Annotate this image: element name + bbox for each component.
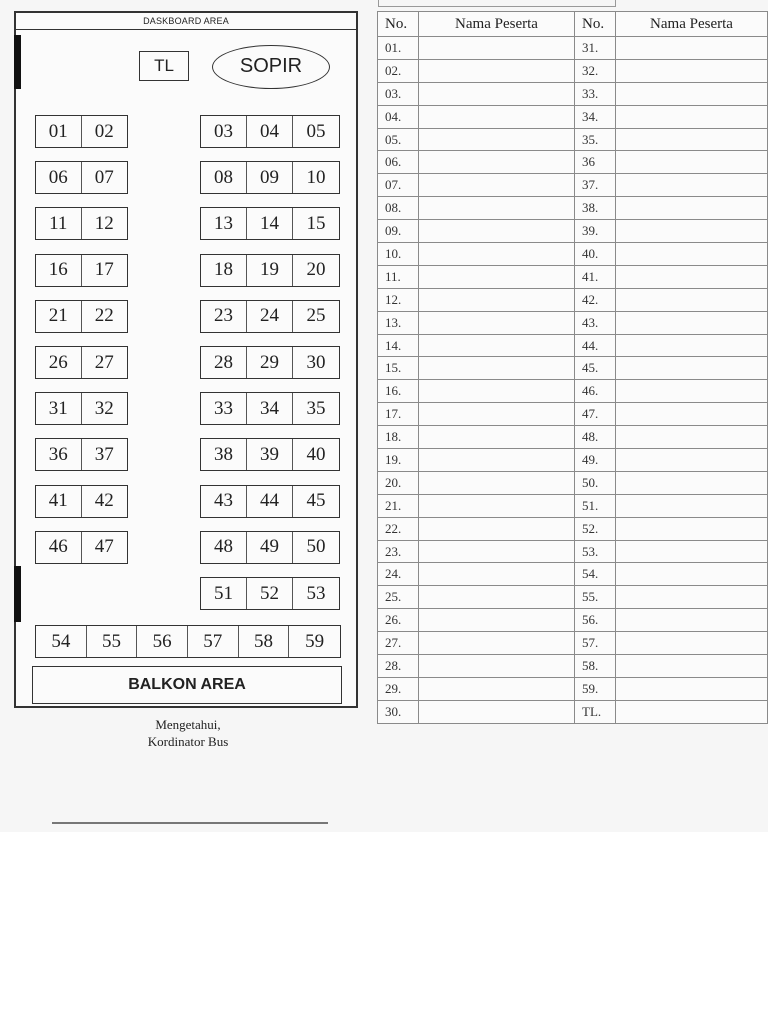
seat-11: 11 (36, 208, 82, 239)
table-row (378, 380, 768, 403)
row-no-right: 34. (575, 105, 616, 128)
seat-30: 30 (306, 351, 326, 373)
row-no-left: 10. (378, 243, 419, 266)
seat-52: 52 (247, 578, 293, 609)
row-no-right: 39. (575, 220, 616, 243)
front-door-marker (14, 35, 21, 89)
row-no-left: 15. (378, 357, 419, 380)
row-name-right[interactable] (616, 82, 768, 105)
row-no-right: 57. (575, 632, 616, 655)
seat-38: 38 (201, 439, 247, 470)
table-row (378, 197, 768, 220)
seat-group-left (35, 254, 128, 287)
table-row (378, 357, 768, 380)
seat-group-back-row (35, 625, 341, 658)
row-no-left: 13. (378, 311, 419, 334)
row-name-right[interactable] (616, 357, 768, 380)
row-no-left: 03. (378, 82, 419, 105)
row-no-right: 51. (575, 494, 616, 517)
seat-49: 49 (247, 532, 293, 563)
row-name-right[interactable] (616, 655, 768, 678)
header-no-right: No. (575, 12, 616, 37)
seat-53: 53 (306, 582, 326, 604)
row-name-left[interactable] (419, 426, 575, 449)
row-name-right[interactable] (616, 471, 768, 494)
signature-line-2: Kordinator Bus (147, 734, 229, 749)
table-row (378, 128, 768, 151)
seat-group-left (35, 161, 128, 194)
table-row (378, 105, 768, 128)
seat-19: 19 (247, 255, 293, 286)
seat-43: 43 (201, 486, 247, 517)
table-row (378, 494, 768, 517)
row-no-right: 44. (575, 334, 616, 357)
seat-22: 22 (94, 305, 114, 327)
seat-09: 09 (247, 162, 293, 193)
row-no-left: 12. (378, 288, 419, 311)
roster-body (378, 37, 768, 724)
seat-29: 29 (247, 347, 293, 378)
row-no-right: 55. (575, 586, 616, 609)
seat-50: 50 (306, 536, 326, 558)
row-no-right: 50. (575, 471, 616, 494)
seat-48: 48 (201, 532, 247, 563)
row-name-right[interactable] (616, 220, 768, 243)
table-row (378, 37, 768, 60)
bus-seat-plan (14, 11, 358, 708)
table-row (378, 517, 768, 540)
seat-27: 27 (94, 351, 114, 373)
seat-46: 46 (36, 532, 82, 563)
row-name-left[interactable] (419, 220, 575, 243)
seat-17: 17 (94, 259, 114, 281)
row-name-right[interactable] (616, 632, 768, 655)
row-no-left: 09. (378, 220, 419, 243)
row-no-right: 53. (575, 540, 616, 563)
seat-24: 24 (247, 301, 293, 332)
row-name-right[interactable] (616, 105, 768, 128)
seat-04: 04 (247, 116, 293, 147)
table-row (378, 540, 768, 563)
seat-group-right (200, 346, 340, 379)
seat-25: 25 (306, 305, 326, 327)
row-no-right: 33. (575, 82, 616, 105)
row-name-right[interactable] (616, 59, 768, 82)
seat-28: 28 (201, 347, 247, 378)
row-name-right[interactable] (616, 174, 768, 197)
tour-leader-seat: TL (139, 51, 189, 81)
row-name-left[interactable] (419, 151, 575, 174)
row-name-right[interactable] (616, 403, 768, 426)
row-name-right[interactable] (616, 380, 768, 403)
row-name-left[interactable] (419, 334, 575, 357)
seat-12: 12 (94, 212, 114, 234)
seat-36: 36 (36, 439, 82, 470)
seat-group-right (200, 577, 340, 610)
participant-roster-table (377, 11, 768, 724)
row-name-left[interactable] (419, 311, 575, 334)
row-no-left: 23. (378, 540, 419, 563)
table-row (378, 609, 768, 632)
table-row (378, 449, 768, 472)
seat-group-left (35, 438, 128, 471)
seat-group-left (35, 115, 128, 148)
seat-group-left (35, 300, 128, 333)
row-name-right[interactable] (616, 288, 768, 311)
table-row (378, 586, 768, 609)
seat-group-left (35, 392, 128, 425)
row-name-left[interactable] (419, 288, 575, 311)
seat-14: 14 (247, 208, 293, 239)
seat-16: 16 (36, 255, 82, 286)
seat-47: 47 (94, 536, 114, 558)
seat-10: 10 (306, 166, 326, 188)
row-name-left[interactable] (419, 128, 575, 151)
table-row (378, 59, 768, 82)
row-name-left[interactable] (419, 471, 575, 494)
seat-21: 21 (36, 301, 82, 332)
row-name-left[interactable] (419, 632, 575, 655)
seat-group-right (200, 485, 340, 518)
row-no-right: 52. (575, 517, 616, 540)
row-name-right[interactable] (616, 334, 768, 357)
seat-32: 32 (94, 397, 114, 419)
seat-44: 44 (247, 486, 293, 517)
row-no-left: 28. (378, 655, 419, 678)
row-name-right[interactable] (616, 128, 768, 151)
seat-08: 08 (201, 162, 247, 193)
row-name-left[interactable] (419, 677, 575, 700)
seat-20: 20 (306, 259, 326, 281)
row-name-right[interactable] (616, 449, 768, 472)
row-name-right[interactable] (616, 494, 768, 517)
row-no-right: 31. (575, 37, 616, 60)
seat-31: 31 (36, 393, 82, 424)
row-no-left: 24. (378, 563, 419, 586)
row-no-right: TL. (575, 700, 616, 723)
seat-56: 56 (137, 626, 188, 657)
row-no-right: 32. (575, 59, 616, 82)
signature-underline (52, 822, 328, 824)
table-row (378, 563, 768, 586)
seat-34: 34 (247, 393, 293, 424)
row-name-left[interactable] (419, 105, 575, 128)
row-name-right[interactable] (616, 677, 768, 700)
row-name-left[interactable] (419, 586, 575, 609)
row-name-left[interactable] (419, 403, 575, 426)
row-name-left[interactable] (419, 449, 575, 472)
table-row (378, 174, 768, 197)
row-no-left: 11. (378, 265, 419, 288)
row-no-left: 06. (378, 151, 419, 174)
row-no-left: 01. (378, 37, 419, 60)
row-name-right[interactable] (616, 563, 768, 586)
seat-group-right (200, 254, 340, 287)
row-name-left[interactable] (419, 59, 575, 82)
row-name-left[interactable] (419, 197, 575, 220)
roster-header-row (378, 12, 768, 37)
seat-03: 03 (201, 116, 247, 147)
row-no-left: 16. (378, 380, 419, 403)
seat-18: 18 (201, 255, 247, 286)
table-row (378, 151, 768, 174)
row-no-left: 02. (378, 59, 419, 82)
seat-06: 06 (36, 162, 82, 193)
seat-01: 01 (36, 116, 82, 147)
row-name-left[interactable] (419, 563, 575, 586)
seat-51: 51 (201, 578, 247, 609)
seat-41: 41 (36, 486, 82, 517)
row-name-left[interactable] (419, 380, 575, 403)
seat-group-left (35, 485, 128, 518)
row-name-right[interactable] (616, 37, 768, 60)
row-name-right[interactable] (616, 517, 768, 540)
seat-group-right (200, 300, 340, 333)
seat-33: 33 (201, 393, 247, 424)
row-no-left: 26. (378, 609, 419, 632)
row-no-right: 37. (575, 174, 616, 197)
driver-seat: SOPIR (212, 45, 330, 89)
table-row (378, 403, 768, 426)
row-name-left[interactable] (419, 174, 575, 197)
table-row (378, 311, 768, 334)
table-row (378, 632, 768, 655)
header-no-left: No. (378, 12, 419, 37)
row-no-left: 17. (378, 403, 419, 426)
header-name-left: Nama Peserta (419, 12, 575, 37)
seat-35: 35 (306, 397, 326, 419)
row-no-left: 19. (378, 449, 419, 472)
seat-group-left (35, 207, 128, 240)
seat-40: 40 (306, 443, 326, 465)
balcony-area-label: BALKON AREA (32, 666, 342, 704)
row-name-right[interactable] (616, 151, 768, 174)
seat-26: 26 (36, 347, 82, 378)
row-name-right[interactable] (616, 197, 768, 220)
row-name-left[interactable] (419, 517, 575, 540)
seat-23: 23 (201, 301, 247, 332)
row-no-right: 47. (575, 403, 616, 426)
table-row (378, 288, 768, 311)
table-row (378, 82, 768, 105)
dashboard-area-label: DASKBOARD AREA (16, 13, 356, 30)
table-row (378, 655, 768, 678)
seat-group-left (35, 346, 128, 379)
row-name-right[interactable] (616, 426, 768, 449)
row-name-right[interactable] (616, 311, 768, 334)
table-row (378, 426, 768, 449)
seat-group-right (200, 438, 340, 471)
seat-57: 57 (188, 626, 239, 657)
table-row (378, 700, 768, 723)
row-name-left[interactable] (419, 494, 575, 517)
row-name-right[interactable] (616, 700, 768, 723)
seat-02: 02 (94, 120, 114, 142)
row-name-left[interactable] (419, 265, 575, 288)
row-name-right[interactable] (616, 540, 768, 563)
row-name-left[interactable] (419, 243, 575, 266)
row-no-right: 38. (575, 197, 616, 220)
row-no-right: 35. (575, 128, 616, 151)
row-no-left: 08. (378, 197, 419, 220)
table-row (378, 677, 768, 700)
row-no-left: 05. (378, 128, 419, 151)
row-no-left: 21. (378, 494, 419, 517)
row-no-left: 25. (378, 586, 419, 609)
row-no-left: 22. (378, 517, 419, 540)
seat-54: 54 (36, 626, 87, 657)
seat-37: 37 (94, 443, 114, 465)
header-name-right: Nama Peserta (616, 12, 768, 37)
seat-15: 15 (306, 212, 326, 234)
row-name-right[interactable] (616, 609, 768, 632)
row-no-right: 36 (575, 151, 616, 174)
row-no-right: 56. (575, 609, 616, 632)
rear-door-marker (14, 566, 21, 622)
row-no-right: 40. (575, 243, 616, 266)
row-no-left: 29. (378, 677, 419, 700)
row-no-left: 20. (378, 471, 419, 494)
row-name-left[interactable] (419, 37, 575, 60)
row-name-left[interactable] (419, 609, 575, 632)
row-name-right[interactable] (616, 243, 768, 266)
seat-group-left (35, 531, 128, 564)
row-no-right: 42. (575, 288, 616, 311)
seat-59: 59 (305, 630, 325, 652)
row-name-right[interactable] (616, 586, 768, 609)
row-no-left: 18. (378, 426, 419, 449)
row-no-right: 59. (575, 677, 616, 700)
seat-58: 58 (239, 626, 290, 657)
row-name-left[interactable] (419, 700, 575, 723)
signature-block (70, 716, 306, 750)
row-no-right: 49. (575, 449, 616, 472)
table-row (378, 334, 768, 357)
table-row (378, 471, 768, 494)
row-no-left: 04. (378, 105, 419, 128)
row-no-right: 46. (575, 380, 616, 403)
seat-13: 13 (201, 208, 247, 239)
row-name-left[interactable] (419, 357, 575, 380)
seat-45: 45 (306, 490, 326, 512)
table-row (378, 220, 768, 243)
signature-line-1: Mengetahui, (155, 717, 221, 732)
row-name-left[interactable] (419, 540, 575, 563)
seat-group-right (200, 161, 340, 194)
row-no-right: 54. (575, 563, 616, 586)
row-name-left[interactable] (419, 82, 575, 105)
table-row (378, 243, 768, 266)
row-no-right: 48. (575, 426, 616, 449)
row-no-left: 14. (378, 334, 419, 357)
seat-group-right (200, 207, 340, 240)
row-no-left: 07. (378, 174, 419, 197)
seat-group-right (200, 392, 340, 425)
table-row (378, 265, 768, 288)
seat-55: 55 (87, 626, 138, 657)
seat-group-right (200, 115, 340, 148)
row-name-right[interactable] (616, 265, 768, 288)
top-table-fragment (378, 0, 616, 7)
seat-group-right (200, 531, 340, 564)
row-no-right: 58. (575, 655, 616, 678)
row-no-right: 43. (575, 311, 616, 334)
row-no-right: 45. (575, 357, 616, 380)
row-no-right: 41. (575, 265, 616, 288)
row-no-left: 30. (378, 700, 419, 723)
seat-05: 05 (306, 120, 326, 142)
seat-07: 07 (94, 166, 114, 188)
seat-42: 42 (94, 490, 114, 512)
seat-39: 39 (247, 439, 293, 470)
row-no-left: 27. (378, 632, 419, 655)
row-name-left[interactable] (419, 655, 575, 678)
